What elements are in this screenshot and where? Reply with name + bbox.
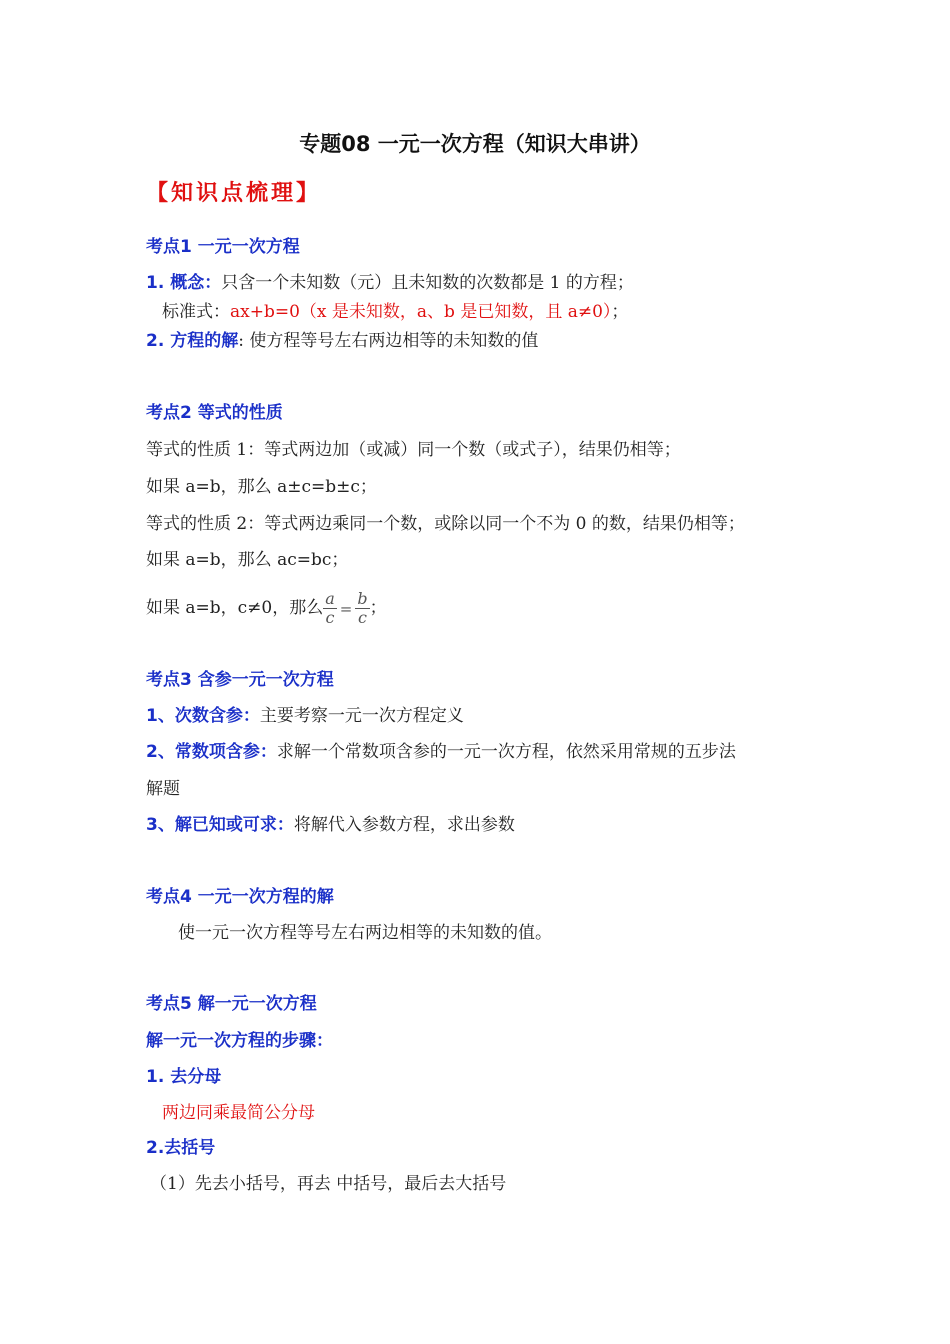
k1-heading: 考点1 一元一次方程 — [146, 237, 300, 257]
k2-property-2-example-2 — [146, 586, 387, 630]
k3-item-1-label: 1、次数含参： — [146, 706, 260, 726]
k2-property-1: 等式的性质 1：等式两边加（或减）同一个数（或式子），结果仍相等； — [146, 440, 681, 460]
k1-sol-label: 2. 方程的解 — [146, 331, 239, 351]
k3-heading: 考点3 含参一元一次方程 — [146, 670, 334, 690]
k3-item-1-text: 主要考察一元一次方程定义 — [259, 706, 464, 726]
k3-item-3-label: 3、解已知或可求： — [146, 815, 294, 835]
k3-item-2-text: 求解一个常数项含参的一元一次方程，依然采用常规的五步法 — [276, 742, 736, 762]
frac-denominator-c: c — [325, 608, 335, 627]
k3-item-3-text: 将解代入参数方程，求出参数 — [293, 815, 515, 835]
k3-item-2-continued: 解题 — [146, 779, 180, 799]
k3-item-2 — [146, 741, 736, 763]
k2-ex2-end: ； — [369, 598, 387, 618]
k5-step-2-label: 2.去括号 — [146, 1138, 216, 1158]
k3-item-3 — [146, 814, 515, 836]
equals-sign: = — [339, 599, 353, 618]
k2-ex2-prefix: 如果 a=b，c≠0，那么 — [146, 598, 324, 618]
frac-numerator-b: b — [357, 589, 368, 608]
k1-sol-text: : 使方程等号左右两边相等的未知数的值 — [238, 331, 539, 351]
fraction-b-over-c — [355, 590, 369, 627]
k2-property-2: 等式的性质 2：等式两边乘同一个数，或除以同一个不为 0 的数，结果仍相等； — [146, 514, 745, 534]
k1-solution — [146, 330, 538, 352]
k1-std-label: 标准式： — [162, 302, 230, 322]
k4-text: 使一元一次方程等号左右两边相等的未知数的值。 — [178, 923, 552, 943]
fraction-a-over-c — [323, 590, 337, 627]
frac-denominator-c2: c — [358, 608, 367, 627]
k2-property-2-example-1: 如果 a=b，那么 ac=bc； — [146, 550, 349, 570]
k1-concept — [146, 272, 634, 294]
k2-property-1-example: 如果 a=b，那么 a±c=b±c； — [146, 477, 377, 497]
k1-std-formula: ax+b=0（x 是未知数，a、b 是已知数，且 a≠0） — [230, 302, 612, 322]
k1-std-end: ； — [611, 302, 629, 322]
k4-heading: 考点4 一元一次方程的解 — [146, 887, 334, 907]
k5-step-1-text: 两边同乘最简公分母 — [162, 1103, 315, 1123]
frac-numerator-a: a — [325, 589, 335, 608]
k1-concept-text: 只含一个未知数（元）且未知数的次数都是 1 的方程； — [221, 273, 634, 293]
k5-heading: 考点5 解一元一次方程 — [146, 994, 317, 1014]
k3-item-1 — [146, 705, 464, 727]
k5-step-1-label: 1. 去分母 — [146, 1067, 222, 1087]
k2-heading: 考点2 等式的性质 — [146, 403, 283, 423]
k1-concept-label: 1. 概念： — [146, 273, 222, 293]
k3-item-2-label: 2、常数项含参： — [146, 742, 277, 762]
k5-step-2-text: （1）先去小括号，再去 中括号，最后去大括号 — [150, 1174, 507, 1194]
page-title: 专题08 一元一次方程（知识大串讲） — [299, 132, 651, 156]
k1-standard-form — [162, 301, 628, 323]
section-banner: 【知识点梳理】 — [146, 180, 322, 206]
k5-steps-label: 解一元一次方程的步骤： — [146, 1031, 333, 1051]
